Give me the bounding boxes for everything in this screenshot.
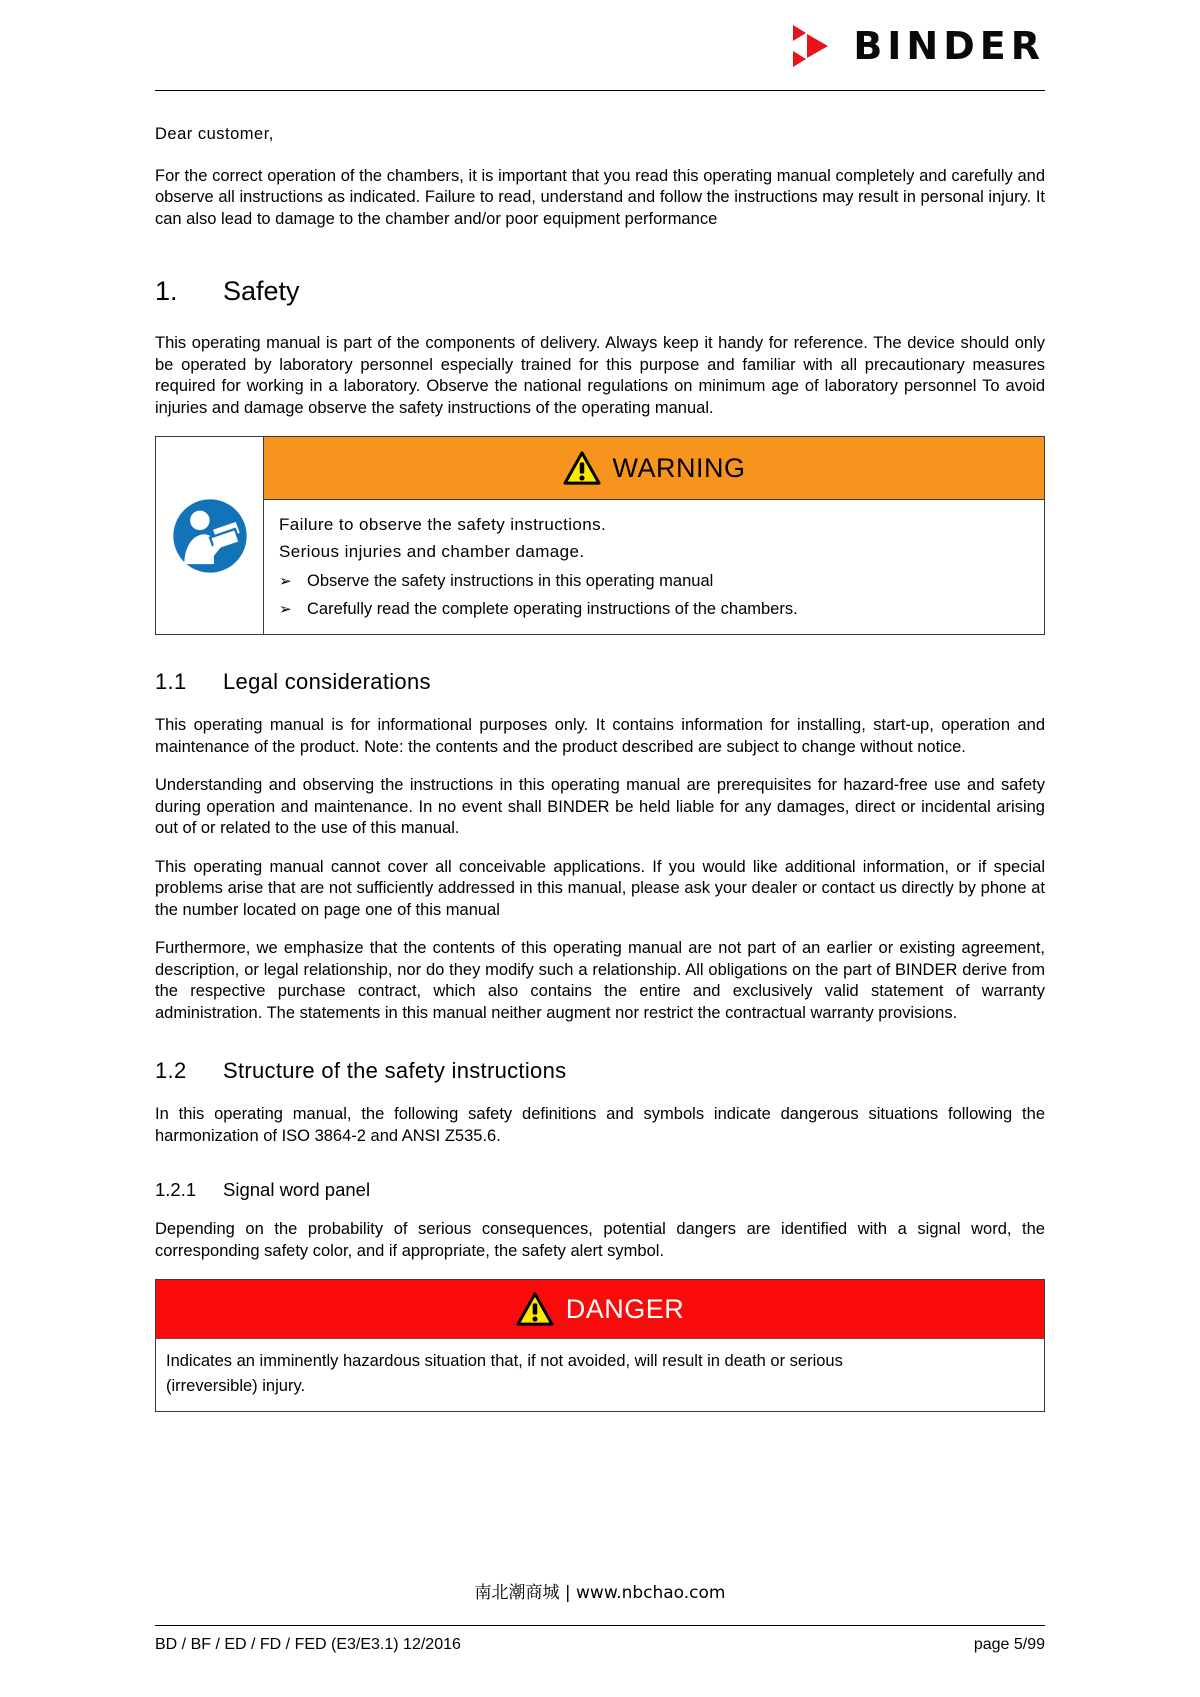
document-id: BD / BF / ED / FD / FED (E3/E3.1) 12/2016: [155, 1636, 461, 1653]
section-heading-1-2: [155, 1058, 1045, 1084]
intro-paragraph: For the correct operation of the chambers, it is important that you read this operating manual completely and carefully and observe all instructions as indicated. Failure to read, understand and follow the instructions may result in personal injury. It can also lead to damage to the chamber and/or poor equipment performance: [155, 166, 1045, 228]
section-number: 1.2: [155, 1058, 187, 1083]
warning-bullet-list: [279, 567, 1044, 623]
chapter-heading: [155, 276, 1045, 307]
chapter-number: 1.: [155, 276, 178, 306]
page-number: page 5/99: [973, 1636, 1045, 1653]
read-instructions-mandatory-icon: [171, 497, 249, 575]
brand-name: BINDER: [853, 24, 1045, 68]
warning-triangle-icon: [563, 451, 601, 485]
warning-notice-box: [155, 436, 1045, 635]
warning-line-1: Failure to observe the safety instructions.: [279, 515, 607, 534]
binder-logo: [793, 24, 1045, 68]
page-content: [155, 92, 1045, 1412]
section-1-1-paragraph-3: This operating manual cannot cover all conceivable applications. If you would like additional information, or if special problems arise that are not sufficiently addressed in this manual, please ask your dealer or contact us directly by phone at the number located on page one of this manual: [155, 857, 1045, 919]
danger-signal-bar: [156, 1280, 1044, 1339]
subsection-title: Signal word panel: [223, 1179, 371, 1200]
section-1-1-paragraph-4: Furthermore, we emphasize that the contents of this operating manual are not part of an earlier or existing agreement, description, or legal relationship, nor do they modify such a relationship. All obligations on the part of BINDER derive from the respective purchase contract, which also contains the entire and exclusively valid statement of warranty administration. The statements in this manual neither augment nor restrict the contractual warranty provisions.: [155, 939, 1045, 1022]
danger-body: [156, 1339, 1044, 1411]
danger-notice-box: [155, 1279, 1045, 1412]
section-1-1-paragraph-2: Understanding and observing the instructions in this operating manual are prerequisites for hazard-free use and safety during operation and maintenance. In no event shall BINDER be held liable for any damages, direct or incidental arising out of or related to the use of this manual.: [155, 776, 1045, 837]
subsection-heading-1-2-1: [155, 1179, 1045, 1201]
page-header: [155, 0, 1045, 92]
salutation: Dear customer,: [155, 125, 274, 143]
warning-bullet-text: Carefully read the complete operating instructions of the chambers.: [307, 600, 798, 618]
warning-main: [264, 437, 1044, 634]
section-heading-1-1: [155, 669, 1045, 695]
watermark-text: 南北潮商城 | www.nbchao.com: [474, 1583, 726, 1603]
danger-line-2: (irreversible) injury.: [166, 1377, 306, 1395]
danger-signal-word: DANGER: [565, 1293, 685, 1324]
arrow-bullet-icon: ➢: [279, 600, 292, 618]
warning-icon-cell: [156, 437, 264, 634]
header-divider: [155, 90, 1045, 91]
section-number: 1.1: [155, 669, 187, 694]
warning-signal-word: WARNING: [612, 452, 746, 483]
binder-triangles-logo-icon: [793, 24, 839, 68]
danger-line-1: Indicates an imminently hazardous situation that, if not avoided, will result in death or serious: [166, 1352, 843, 1370]
list-item: [279, 567, 1044, 595]
page-footer: [155, 1636, 1045, 1654]
section-title: Structure of the safety instructions: [223, 1058, 567, 1083]
subsection-number: 1.2.1: [155, 1179, 197, 1200]
safety-paragraph: This operating manual is part of the components of delivery. Always keep it handy for reference. The device should only be operated by laboratory personnel especially trained for this purpose and familiar with all precautionary measures required for working in a laboratory. Observe the national regulations on minimum age of laboratory personnel To avoid injuries and damage observe the safety instructions of the operating manual.: [155, 334, 1045, 417]
section-1-2-1-paragraph: Depending on the probability of serious consequences, potential dangers are identified with a signal word, the corresponding safety color, and if appropriate, the safety alert symbol.: [155, 1220, 1045, 1260]
chapter-title: Safety: [223, 276, 300, 306]
warning-triangle-icon: [516, 1292, 554, 1326]
arrow-bullet-icon: ➢: [279, 572, 292, 590]
section-title: Legal considerations: [223, 669, 431, 694]
list-item: [279, 595, 1044, 623]
section-1-1-paragraph-1: This operating manual is for informational purposes only. It contains information for installing, start-up, operation and maintenance of the product. Note: the contents and the product described are subject to change without notice.: [155, 716, 1045, 756]
warning-line-2: Serious injuries and chamber damage.: [279, 542, 585, 561]
warning-signal-bar: [264, 437, 1044, 500]
warning-bullet-text: Observe the safety instructions in this operating manual: [307, 572, 714, 590]
footer-divider: [155, 1625, 1045, 1626]
warning-body: [264, 500, 1044, 634]
section-1-2-paragraph: In this operating manual, the following safety definitions and symbols indicate dangerous situations following the harmonization of ISO 3864-2 and ANSI Z535.6.: [155, 1105, 1045, 1145]
